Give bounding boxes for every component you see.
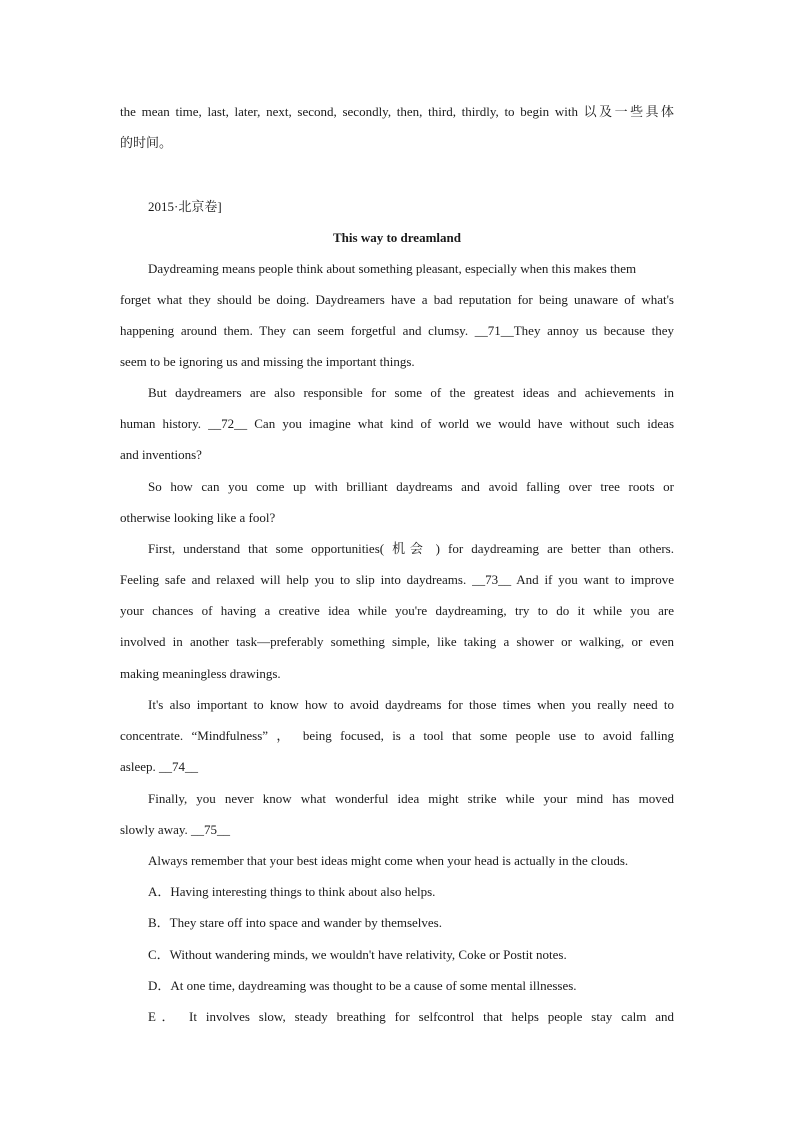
- p3-line-1: So how can you come up with brilliant daydreams and avoid falling over tree roots or: [148, 479, 674, 494]
- p5-line-1: It's also important to know how to avoid daydreams for those times when you really need to: [148, 697, 674, 712]
- p4-line-3: your chances of having a creative idea while you're daydreaming, try to do it while you are: [120, 603, 674, 618]
- p7-line-1: Always remember that your best ideas might come when your head is actually in the clouds.: [148, 853, 629, 868]
- p4-line-1: First, understand that some opportunities( 机会 ) for daydreaming are better than others.: [148, 541, 674, 556]
- p1-line-4: seem to be ignoring us and missing the important things.: [120, 354, 415, 369]
- p1-line-1: Daydreaming means people think about something pleasant, especially when this makes them: [148, 261, 637, 276]
- p1-line-2: forget what they should be doing. Daydreamers have a bad reputation for being unaware of what's: [120, 292, 674, 307]
- option-c: C．Without wandering minds, we wouldn't have relativity, Coke or Postit notes.: [148, 947, 567, 962]
- p6-line-1: Finally, you never know what wonderful idea might strike while your mind has moved: [148, 791, 674, 806]
- option-a: A．Having interesting things to think about also helps.: [148, 884, 436, 899]
- p6-line-2: slowly away. __75__: [120, 822, 231, 837]
- p5-line-3: asleep. __74__: [120, 759, 198, 774]
- source-label: 2015·北京卷]: [148, 199, 222, 214]
- p2-line-2: human history. __72__ Can you imagine what kind of world we would have without such ideas: [120, 416, 674, 431]
- p4-line-5: making meaningless drawings.: [120, 666, 281, 681]
- intro-line-1: the mean time, last, later, next, second, secondly, then, third, thirdly, to begin with 以及一些具体: [120, 104, 674, 119]
- p2-line-3: and inventions?: [120, 447, 202, 462]
- p1-line-3: happening around them. They can seem forgetful and clumsy. __71__They annoy us because they: [120, 323, 674, 338]
- p5-line-2: concentrate. “Mindfulness” ， being focused, is a tool that some people use to avoid falling: [120, 728, 674, 743]
- intro-line-2: 的时间。: [120, 135, 173, 150]
- p3-line-2: otherwise looking like a fool?: [120, 510, 276, 525]
- option-b: B．They stare off into space and wander by themselves.: [148, 915, 442, 930]
- option-d: D．At one time, daydreaming was thought to be a cause of some mental illnesses.: [148, 978, 577, 993]
- p4-line-4: involved in another task—preferably something simple, like taking a shower or walking, or even: [120, 634, 674, 649]
- p4-line-2: Feeling safe and relaxed will help you to slip into daydreams. __73__ And if you want to improve: [120, 572, 674, 587]
- p2-line-1: But daydreamers are also responsible for some of the greatest ideas and achievements in: [148, 385, 674, 400]
- passage-title: This way to dreamland: [333, 230, 461, 245]
- option-e: E． It involves slow, steady breathing for selfcontrol that helps people stay calm and: [148, 1009, 674, 1024]
